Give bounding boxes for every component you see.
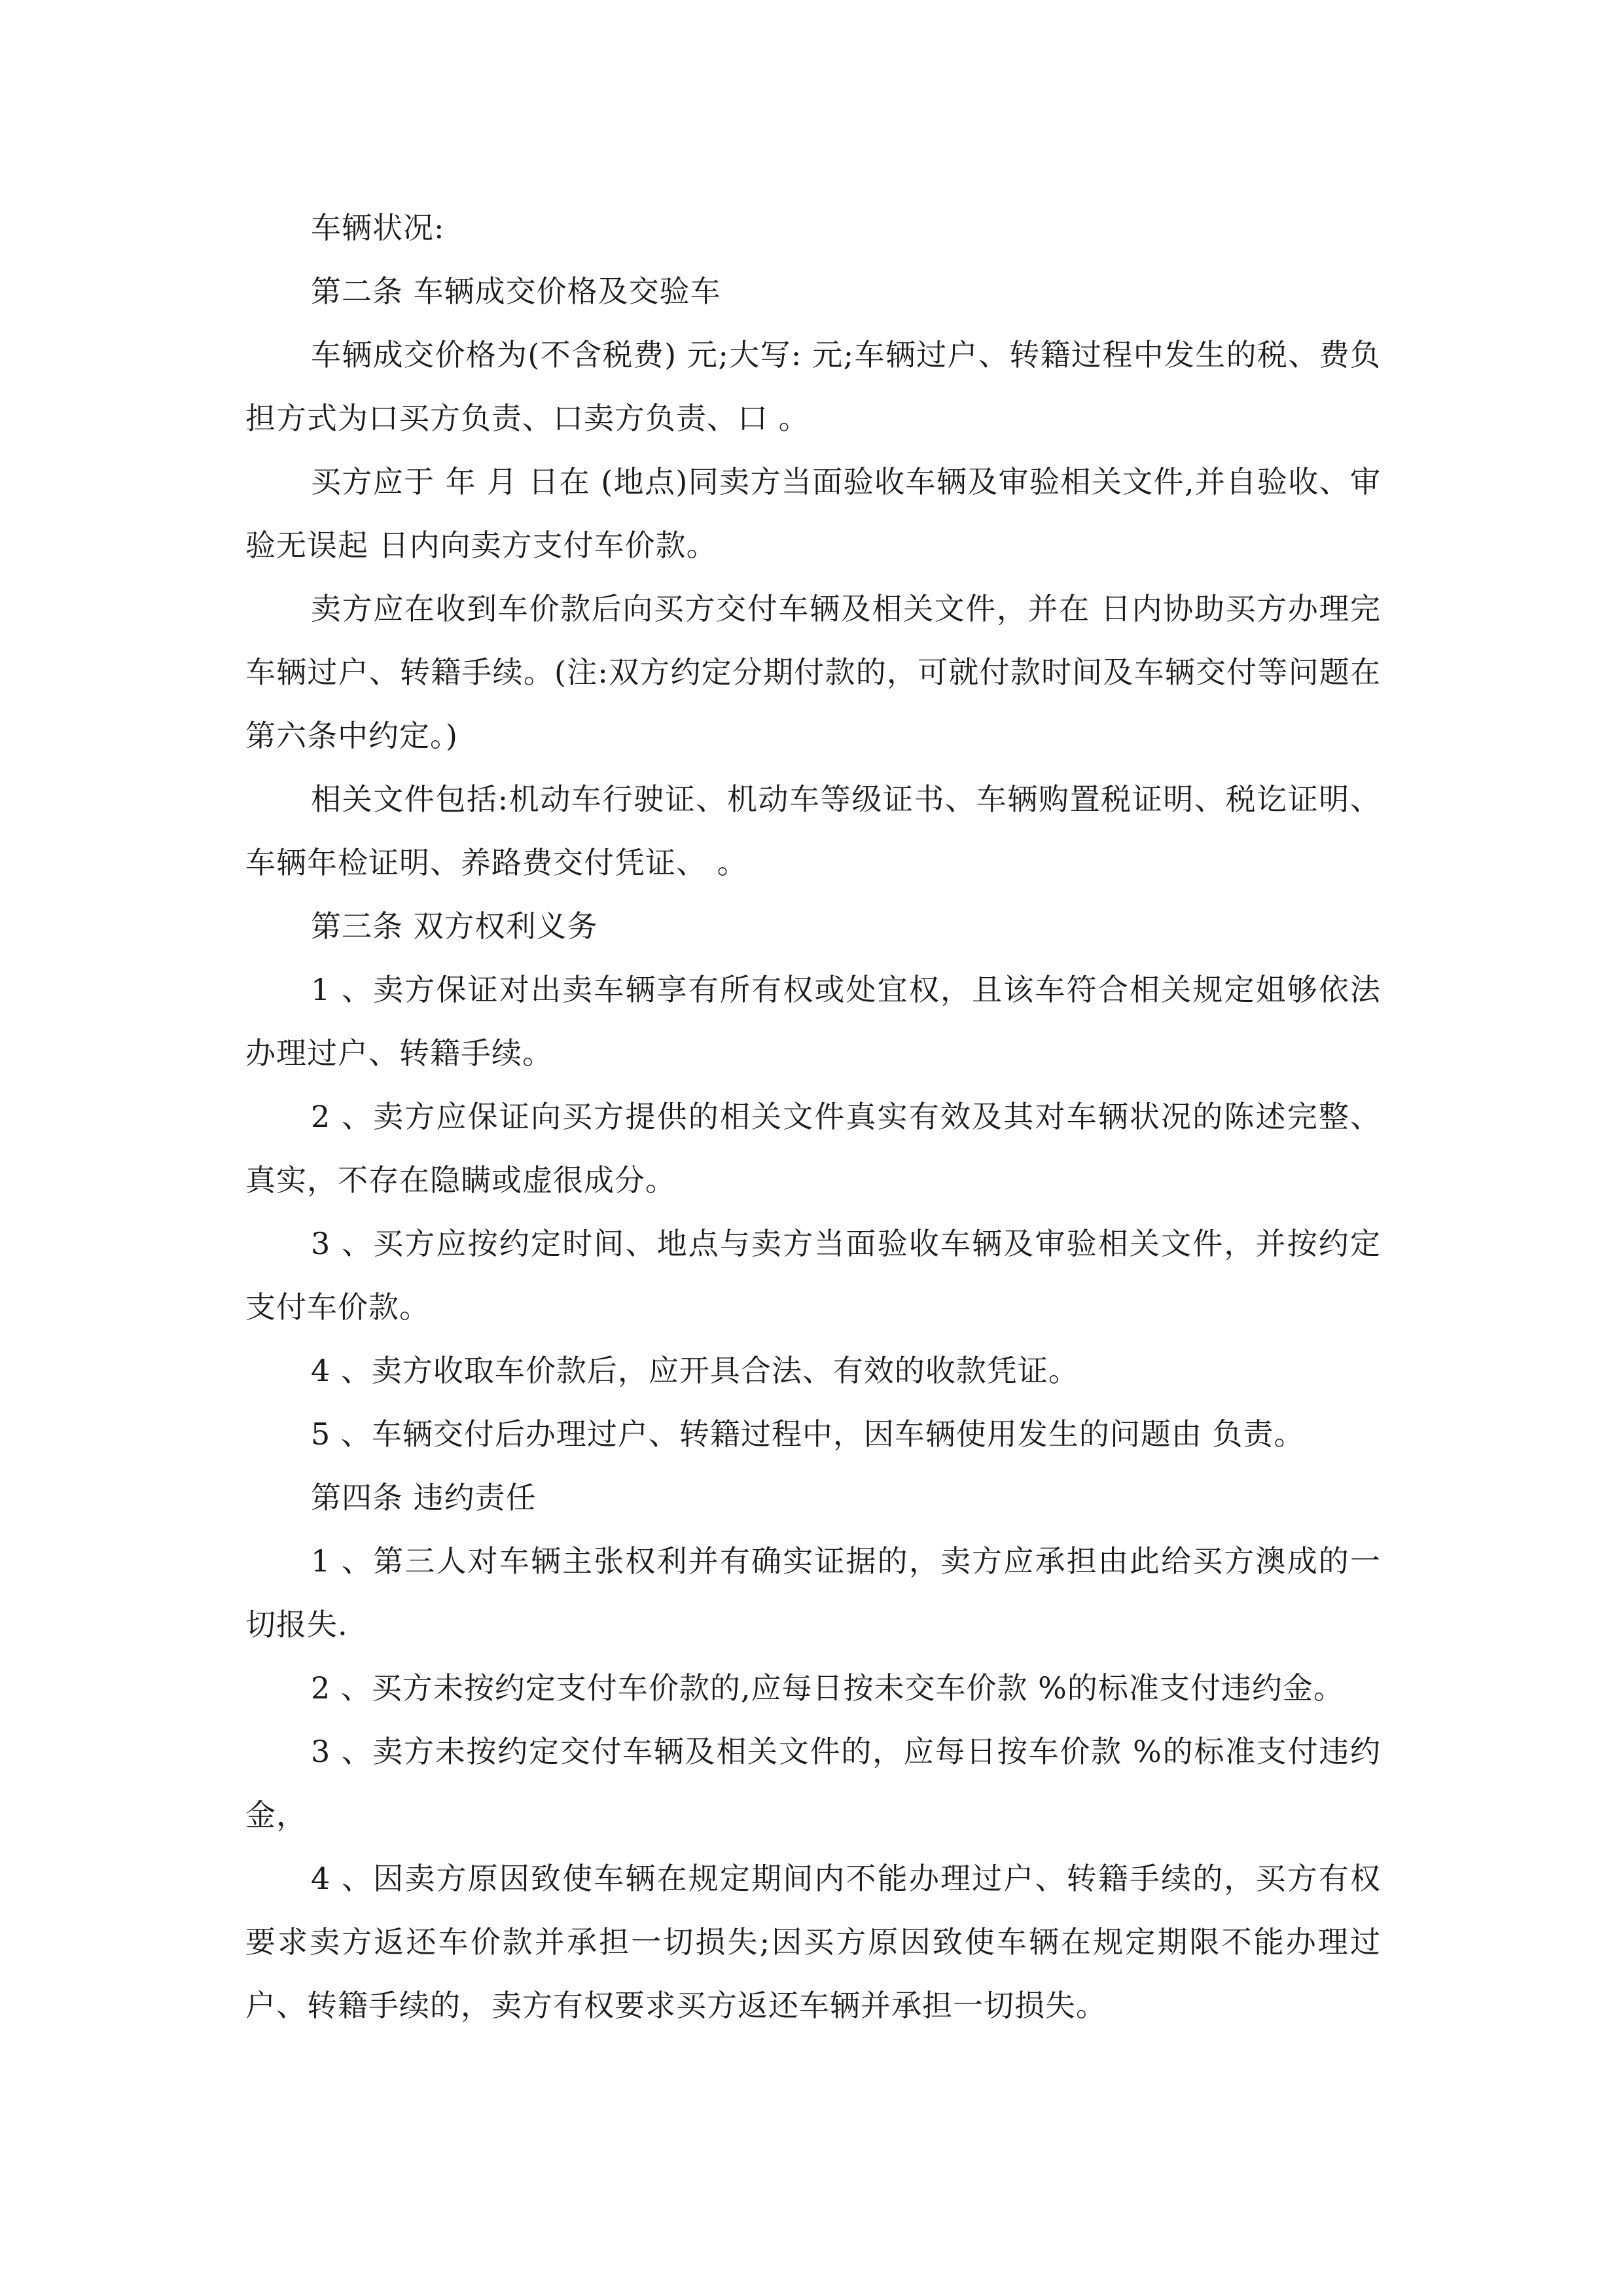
paragraph-inspection: 买方应于 年 月 日在 (地点)同卖方当面验收车辆及审验相关文件,并自验收、审验无误起 日内向卖方支付车价款。 bbox=[245, 464, 1381, 563]
article-2-heading: 第二条 车辆成交价格及交验车 bbox=[311, 274, 721, 309]
clause-3-4: 4 、卖方收取车价款后，应开具合法、有效的收款凭证。 bbox=[311, 1353, 1079, 1388]
document-body bbox=[245, 196, 1381, 2037]
clause-4-3: 3 、卖方未按约定交付车辆及相关文件的，应每日按车价款 %的标准支付违约金， bbox=[245, 1734, 1381, 1833]
clause-4-4: 4 、因卖方原因致使车辆在规定期间内不能办理过户、转籍手续的，买方有权要求卖方返还车价款并承担一切损失;因买方原因致使车辆在规定期限不能办理过户、转籍手续的，卖方有权要求买方返还车辆并承担一切损失。 bbox=[245, 1861, 1381, 2023]
clause-3-1: 1 、卖方保证对出卖车辆享有所有权或处宜权，且该车符合相关规定姐够依法办理过户、转籍手续。 bbox=[245, 972, 1381, 1071]
article-4-heading: 第四条 违约责任 bbox=[311, 1480, 537, 1515]
clause-4-2: 2 、买方未按约定支付车价款的,应每日按未交车价款 %的标准支付违约金。 bbox=[311, 1670, 1344, 1706]
article-3-heading: 第三条 双方权利义务 bbox=[311, 908, 598, 944]
paragraph-documents: 相关文件包括:机动车行驶证、机动车等级证书、车辆购置税证明、税讫证明、车辆年检证明、养路费交付凭证、 。 bbox=[245, 781, 1381, 880]
clause-3-2: 2 、卖方应保证向买方提供的相关文件真实有效及其对车辆状况的陈述完整、真实，不存在隐瞒或虚很成分。 bbox=[245, 1099, 1381, 1198]
clause-3-3: 3 、买方应按约定时间、地点与卖方当面验收车辆及审验相关文件，并按约定支付车价款。 bbox=[245, 1226, 1381, 1325]
paragraph-delivery: 卖方应在收到车价款后向买方交付车辆及相关文件，并在 日内协助买方办理完车辆过户、转籍手续。(注:双方约定分期付款的，可就付款时间及车辆交付等问题在第六条中约定。) bbox=[245, 591, 1381, 753]
vehicle-condition-heading: 车辆状况: bbox=[311, 210, 445, 245]
paragraph-price: 车辆成交价格为(不含税费) 元;大写: 元;车辆过户、转籍过程中发生的税、费负担方式为口买方负责、口卖方负责、口 。 bbox=[245, 337, 1381, 436]
clause-4-1: 1 、第三人对车辆主张权利并有确实证据的，卖方应承担由此给买方澳成的一切报失. bbox=[245, 1543, 1381, 1642]
clause-3-5: 5 、车辆交付后办理过户、转籍过程中，因车辆使用发生的问题由 负责。 bbox=[311, 1416, 1305, 1452]
